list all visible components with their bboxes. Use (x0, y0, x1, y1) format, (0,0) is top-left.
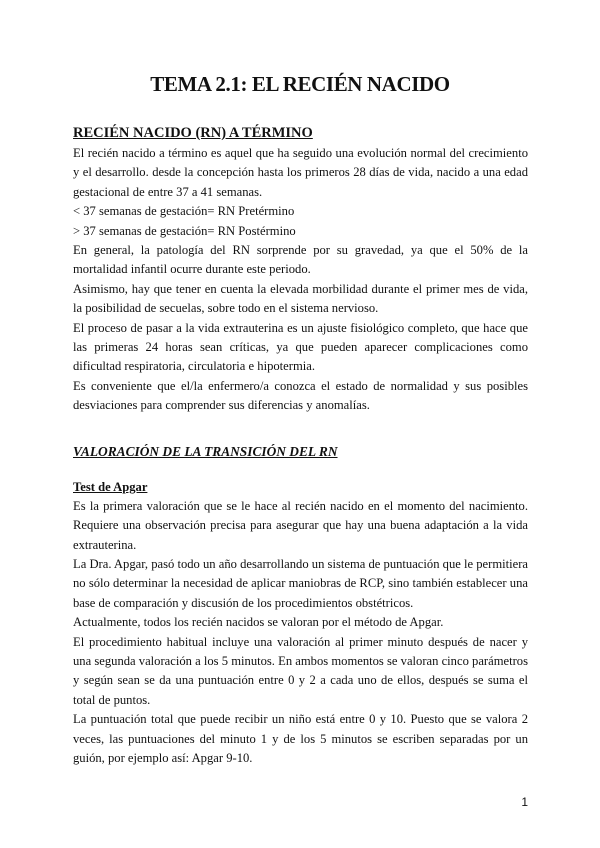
page-title: TEMA 2.1: EL RECIÉN NACIDO (150, 72, 450, 96)
paragraph: El recién nacido a término es aquel que ha seguido una evolución normal del crecimiento y el desarrollo. desde la concepción hasta los primeros 28 días de vida, nacido a una edad gestacional de entre 37 a 41 semanas. (73, 146, 528, 199)
paragraph: > 37 semanas de gestación= RN Postérmino (73, 223, 296, 238)
paragraph: En general, la patología del RN sorprende por su gravedad, ya que el 50% de la mortalidad infantil ocurre durante este periodo. (73, 243, 528, 277)
paragraph: La puntuación total que puede recibir un niño está entre 0 y 10. Puesto que se valora 2 veces, las puntuaciones del minuto 1 y de los 5 minutos se escriben separadas por un guión, por ejemplo así: Apgar 9-10. (73, 712, 528, 765)
paragraph: Es la primera valoración que se le hace al recién nacido en el momento del nacimiento. Requiere una observación precisa para asegurar que hay una buena adaptación a la vida extrauterina. (73, 498, 528, 552)
subheading-test-de-apgar: Test de Apgar (73, 479, 148, 494)
paragraph: El procedimiento habitual incluye una valoración al primer minuto después de nacer y una segunda valoración a los 5 minutos. En ambos momentos se valoran cinco parámetros y según sean se da una puntuación entre 0 y 2 a cada uno de ellos, después se suma el total de puntos. (73, 634, 528, 707)
section-heading-valoracion: VALORACIÓN DE LA TRANSICIÓN DEL RN (73, 443, 338, 459)
section-heading-rn-a-termino: RECIÉN NACIDO (RN) A TÉRMINO (73, 125, 313, 141)
paragraph: Es conveniente que el/la enfermero/a conozca el estado de normalidad y sus posibles desviaciones para comprender sus diferencias y anomalías. (73, 378, 528, 413)
paragraph: El proceso de pasar a la vida extrauterina es un ajuste fisiológico completo, que hace que las primeras 24 horas sean críticas, ya que pueden aparecer complicaciones como dificultad respiratoria, circulatoria e hipotermia. (73, 320, 528, 374)
paragraph: < 37 semanas de gestación= RN Pretérmino (73, 204, 295, 219)
document-body (73, 124, 528, 768)
paragraph: La Dra. Apgar, pasó todo un año desarrollando un sistema de puntuación que le permitiera no sólo determinar la necesidad de aplicar maniobras de RCP, sino también establecer una base de comparación y discusión de los procedimientos obstétricos. (73, 556, 528, 610)
paragraph: Asimismo, hay que tener en cuenta la elevada morbilidad durante el primer mes de vida, la posibilidad de secuelas, sobre todo en el sistema nervioso. (73, 281, 528, 316)
paragraph: Actualmente, todos los recién nacidos se valoran por el método de Apgar. (73, 615, 444, 630)
page-number: 1 (521, 795, 528, 809)
